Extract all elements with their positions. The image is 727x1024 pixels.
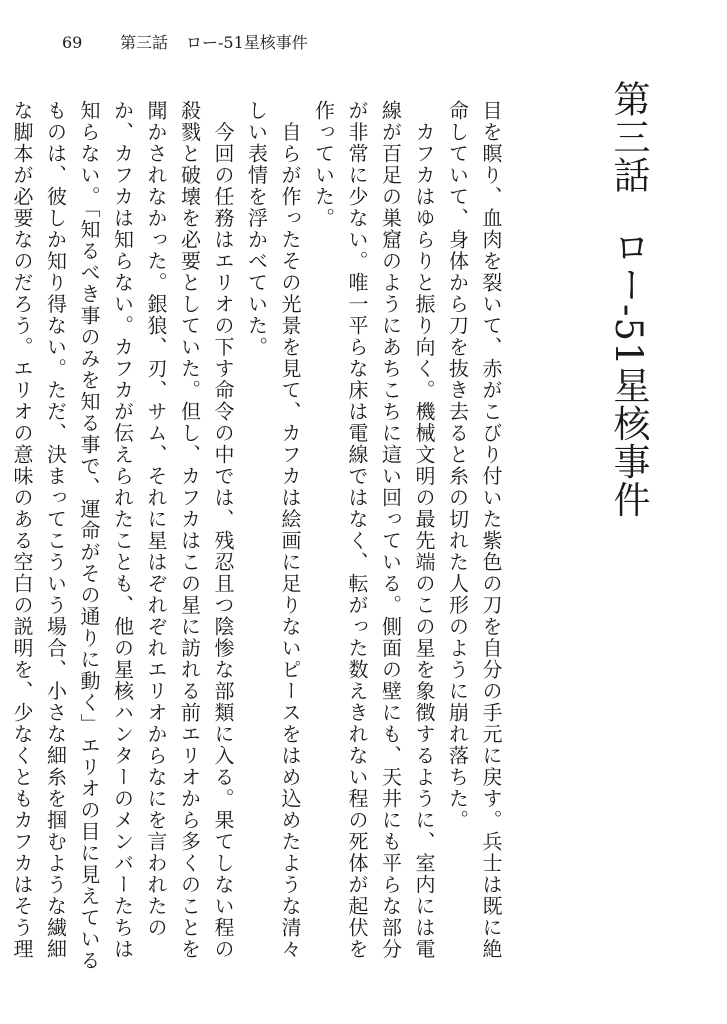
paragraph: 今回の任務はエリオの下す命令の中では、残忍且つ陰惨な部類に入る。果てしない程の殺戮と破壊を必要としていた。但し、カフカはこの星に訪れる前エリオから多くのことを聞かされなかった。銀狼、刃、サム、それに星はぞれぞれエリオからなにを言われたのか、カフカは知らない。カフカが伝えられたことも、他の星核ハンターのメンバーたちは知らない。「知るべき事のみを知る事で、運命がその通りに動く」エリオの目に見えているものは、彼しか知り得ない。ただ、決まってこういう場合、小さな細糸を掴むような繊細な脚本が必要なのだろう。エリオの意味のある空白の説明を、少なくともカフカはそう理 bbox=[10, 100, 235, 972]
paragraph: 目を瞑り、血肉を裂いて、赤がこびり付いた紫色の刀を自分の手元に戻す。兵士は既に絶命していて、身体から刀を抜き去ると糸の切れた人形のように崩れ落ちた。 bbox=[445, 100, 503, 960]
page-number: 69 bbox=[62, 33, 83, 52]
header-chapter-name: ロー-51星核事件 bbox=[186, 33, 308, 52]
chapter-name: ロー-51星核事件 bbox=[607, 228, 650, 519]
paragraph: カフカはゆらりと振り向く。機械文明の最先端のこの星を象徴するように、室内には電線が百足の巣窟のようにあちこちに這い回っている。側面の壁にも、天井にも平らな部分が非常に少ない。唯一平らな床は電線ではなく、転がった数えきれない程の死体が起伏を作っていた。 bbox=[311, 100, 436, 960]
header-chapter-number: 第三話 bbox=[120, 33, 169, 52]
chapter-title bbox=[605, 80, 651, 519]
running-header bbox=[62, 30, 308, 53]
chapter-number: 第三話 bbox=[607, 80, 650, 194]
body-text bbox=[10, 100, 507, 980]
paragraph: 自らが作ったその光景を見て、カフカは絵画に足りないピースをはめ込めたような清々しい表情を浮かべていた。 bbox=[244, 100, 302, 960]
